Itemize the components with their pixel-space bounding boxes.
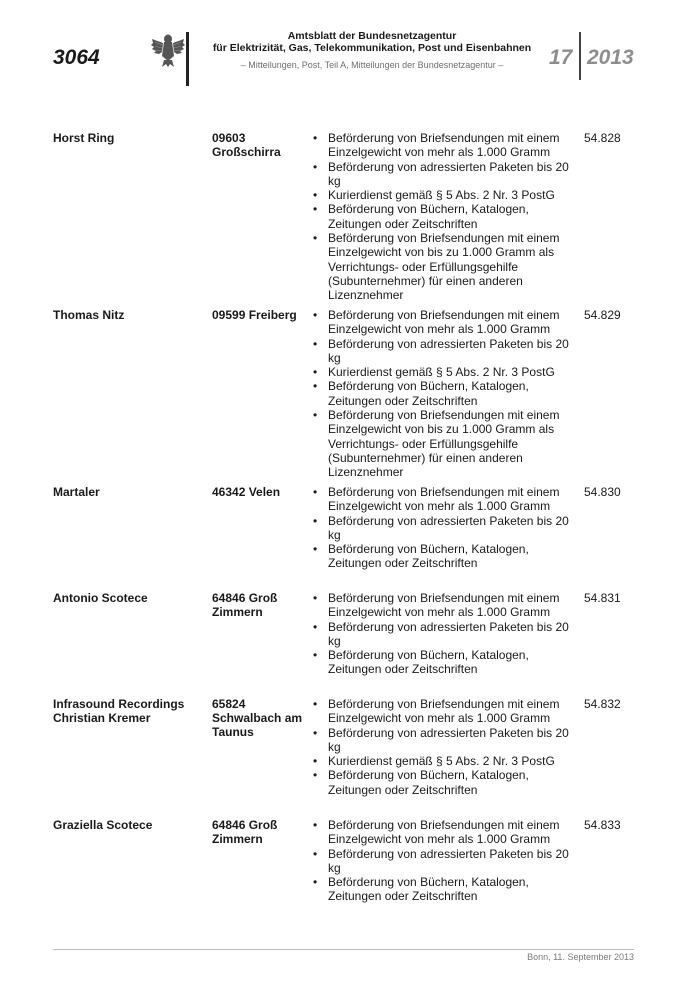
service-item: • Beförderung von Briefsendungen mit einem Einzelgewicht von bis zu 1.000 Gramm als Verrichtungs- oder Erfüllungsgehilfe (Subunternehmer) für einen anderen Lizenznehmer <box>312 408 582 479</box>
page-number: 3064 <box>53 46 100 69</box>
service-item: • Beförderung von Briefsendungen mit einem Einzelgewicht von mehr als 1.000 Gramm <box>312 308 582 337</box>
service-item: • Kurierdienst gemäß § 5 Abs. 2 Nr. 3 PostG <box>312 188 582 202</box>
registration-number: 54.833 <box>584 818 621 832</box>
licensee-location: 46342 Velen <box>212 485 281 499</box>
gazette-title <box>150 30 594 54</box>
service-list <box>312 591 582 677</box>
service-item: • Kurierdienst gemäß § 5 Abs. 2 Nr. 3 PostG <box>312 754 582 768</box>
service-item: • Beförderung von Briefsendungen mit einem Einzelgewicht von bis zu 1.000 Gramm als Verrichtungs- oder Erfüllungsgehilfe (Subunternehmer) für einen anderen Lizenznehmer <box>312 231 582 302</box>
service-item: • Beförderung von Büchern, Katalogen, Zeitungen oder Zeitschriften <box>312 379 582 408</box>
licensee-location: 65824 Schwalbach am Taunus <box>212 697 303 739</box>
licensee-name: Infrasound Recordings Christian Kremer <box>53 697 185 725</box>
registration-number: 54.830 <box>584 485 621 499</box>
gazette-title-line-1: Amtsblatt der Bundesnetzagentur <box>287 30 457 42</box>
service-item: • Beförderung von Briefsendungen mit einem Einzelgewicht von mehr als 1.000 Gramm <box>312 818 582 847</box>
gazette-subtitle: – Mitteilungen, Post, Teil A, Mitteilungen der Bundesnetzagentur – <box>240 60 504 70</box>
service-item: • Beförderung von Briefsendungen mit einem Einzelgewicht von mehr als 1.000 Gramm <box>312 485 582 514</box>
licensee-location: 64846 Groß Zimmern <box>212 591 278 619</box>
footer-place-date: Bonn, 11. September 2013 <box>527 952 634 962</box>
issue-divider <box>579 32 581 80</box>
registration-number: 54.831 <box>584 591 621 605</box>
service-list <box>312 697 582 797</box>
licensee-location: 09603 Großschirra <box>212 131 281 159</box>
licensee-name: Martaler <box>53 485 100 499</box>
service-item: • Beförderung von Büchern, Katalogen, Zeitungen oder Zeitschriften <box>312 768 582 797</box>
service-item: • Beförderung von Büchern, Katalogen, Zeitungen oder Zeitschriften <box>312 202 582 231</box>
service-item: • Beförderung von Briefsendungen mit einem Einzelgewicht von mehr als 1.000 Gramm <box>312 697 582 726</box>
service-item: • Beförderung von adressierten Paketen bis 20 kg <box>312 337 582 366</box>
licensee-location: 64846 Groß Zimmern <box>212 818 278 846</box>
service-list <box>312 818 582 904</box>
service-list <box>312 131 582 303</box>
licensee-name: Antonio Scotece <box>53 591 148 605</box>
issue-year: 2013 <box>587 46 634 69</box>
issue-number: 17 <box>549 46 573 69</box>
registration-number: 54.828 <box>584 131 621 145</box>
service-item: • Beförderung von adressierten Paketen bis 20 kg <box>312 160 582 189</box>
service-list <box>312 485 582 571</box>
registration-number: 54.832 <box>584 697 621 711</box>
licensee-name: Thomas Nitz <box>53 308 125 322</box>
service-item: • Kurierdienst gemäß § 5 Abs. 2 Nr. 3 PostG <box>312 365 582 379</box>
service-item: • Beförderung von Briefsendungen mit einem Einzelgewicht von mehr als 1.000 Gramm <box>312 131 582 160</box>
service-item: • Beförderung von adressierten Paketen bis 20 kg <box>312 726 582 755</box>
footer-divider <box>53 949 634 950</box>
service-item: • Beförderung von adressierten Paketen bis 20 kg <box>312 620 582 649</box>
service-item: • Beförderung von Büchern, Katalogen, Zeitungen oder Zeitschriften <box>312 875 582 904</box>
service-item: • Beförderung von adressierten Paketen bis 20 kg <box>312 514 582 543</box>
gazette-title-line-2: für Elektrizität, Gas, Telekommunikation, Post und Eisenbahnen <box>212 42 532 54</box>
licensee-name: Graziella Scotece <box>53 818 153 832</box>
service-item: • Beförderung von Büchern, Katalogen, Zeitungen oder Zeitschriften <box>312 648 582 677</box>
service-list <box>312 308 582 480</box>
licensee-location: 09599 Freiberg <box>212 308 297 322</box>
service-item: • Beförderung von adressierten Paketen bis 20 kg <box>312 847 582 876</box>
service-item: • Beförderung von Büchern, Katalogen, Zeitungen oder Zeitschriften <box>312 542 582 571</box>
licensee-name: Horst Ring <box>53 131 115 145</box>
service-item: • Beförderung von Briefsendungen mit einem Einzelgewicht von mehr als 1.000 Gramm <box>312 591 582 620</box>
registration-number: 54.829 <box>584 308 621 322</box>
